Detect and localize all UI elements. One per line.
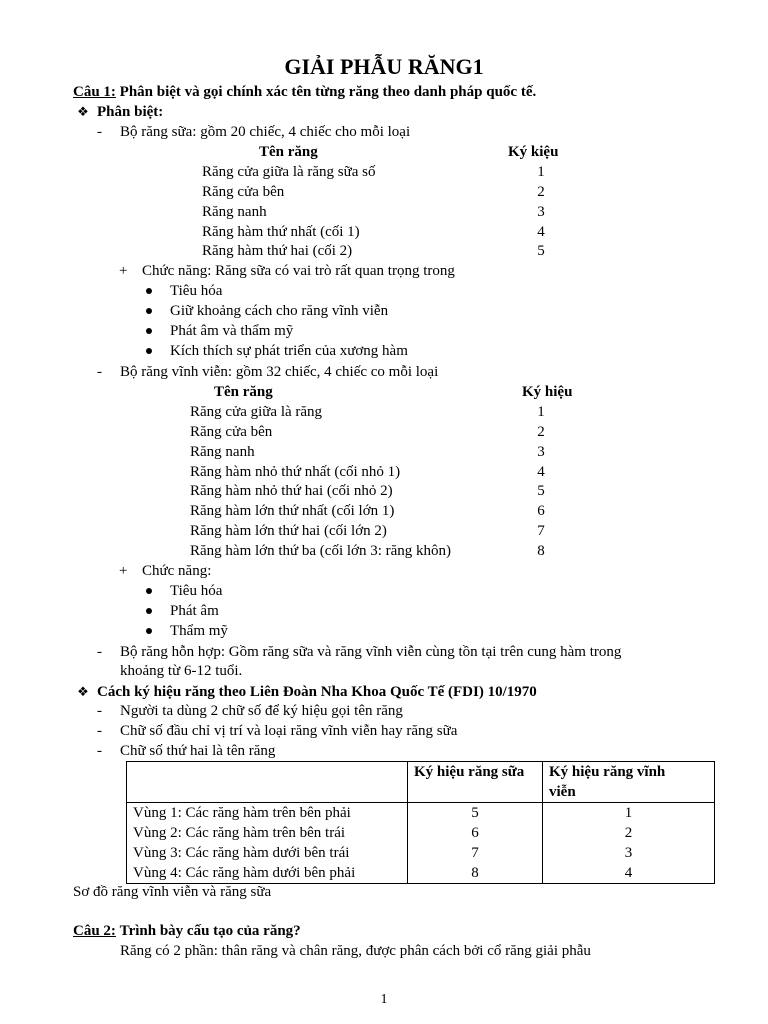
primary-intro: Bộ răng sữa: gồm 20 chiếc, 4 chiếc cho mỗi loại [120, 124, 411, 140]
diagram-note: Sơ đồ răng vĩnh viễn và răng sữa [73, 884, 272, 900]
dash-bullet: - [97, 723, 102, 739]
bullet-dot-icon [146, 588, 152, 594]
list-item: Răng hàm thứ hai (cối 2) [202, 243, 353, 259]
list-item: 2 [537, 184, 545, 200]
list-item: 5 [537, 243, 545, 259]
question-1 [73, 82, 536, 102]
list-item: Tiêu hóa [170, 283, 223, 299]
plus-bullet: + [119, 563, 128, 579]
dash-bullet: - [97, 743, 102, 759]
list-item: Răng hàm nhỏ thứ hai (cối nhỏ 2) [190, 483, 393, 499]
table-cell-primary: 6 [408, 823, 543, 843]
list-item: 2 [537, 424, 545, 440]
list-item: Răng hàm thứ nhất (cối 1) [202, 224, 360, 240]
list-item: 3 [537, 204, 545, 220]
page-number: 1 [380, 992, 388, 1007]
list-item: Chữ số đầu chỉ vị trí và loại răng vĩnh viễn hay răng sữa [120, 723, 458, 739]
primary-col-code: Ký kiệu [508, 144, 559, 160]
list-item: Người ta dùng 2 chữ số để ký hiệu gọi tên răng [120, 703, 403, 719]
table-header-permanent [543, 762, 715, 803]
dash-bullet: - [97, 703, 102, 719]
list-item: 4 [537, 464, 545, 480]
table-header-primary: Ký hiệu răng sữa [408, 762, 543, 803]
table-cell-permanent: 4 [543, 863, 715, 884]
list-item: 5 [537, 483, 545, 499]
list-item: 1 [537, 164, 545, 180]
list-item: 1 [537, 404, 545, 420]
list-item: Răng nanh [202, 204, 267, 220]
diamond-bullet-icon: ❖ [77, 684, 89, 699]
section-fdi: Cách ký hiệu răng theo Liên Đoàn Nha Khoa Quốc Tế (FDI) 10/1970 [97, 684, 537, 700]
plus-bullet: + [119, 263, 128, 279]
list-item: Răng hàm lớn thứ nhất (cối lớn 1) [190, 503, 395, 519]
list-item: Kích thích sự phát triển của xương hàm [170, 343, 408, 359]
list-item: 8 [537, 543, 545, 559]
mixed-line-1: Bộ răng hỗn hợp: Gồm răng sữa và răng vĩnh viễn cùng tồn tại trên cung hàm trong [120, 644, 622, 660]
list-item: 7 [537, 523, 545, 539]
table-cell-zone: Vùng 3: Các răng hàm dưới bên trái [127, 843, 408, 863]
list-item: Tiêu hóa [170, 583, 223, 599]
list-item: Răng cửa bên [202, 184, 285, 200]
list-item: Chữ số thứ hai là tên răng [120, 743, 276, 759]
list-item: Răng nanh [190, 444, 255, 460]
permanent-function: Chức năng: [142, 563, 212, 579]
dash-bullet: - [97, 644, 102, 660]
list-item: Răng cửa giữa là răng sữa số [202, 164, 376, 180]
table-header-empty [127, 762, 408, 803]
list-item: Răng cửa giữa là răng [190, 404, 323, 420]
document-title: GIẢI PHẪU RĂNG1 [284, 54, 484, 79]
section-distinguish: Phân biệt: [97, 104, 164, 120]
table-row [127, 863, 715, 884]
table-cell-zone: Vùng 4: Các răng hàm dưới bên phải [127, 863, 408, 884]
primary-col-name: Tên răng [259, 144, 318, 160]
list-item: Răng hàm nhỏ thứ nhất (cối nhỏ 1) [190, 464, 401, 480]
dash-bullet: - [97, 364, 102, 380]
permanent-col-name: Tên răng [214, 384, 273, 400]
table-cell-primary: 5 [408, 803, 543, 824]
list-item: Giữ khoảng cách cho răng vĩnh viễn [170, 303, 389, 319]
list-item: Răng cửa bên [190, 424, 273, 440]
bullet-dot-icon [146, 608, 152, 614]
table-cell-primary: 7 [408, 843, 543, 863]
list-item: Răng hàm lớn thứ ba (cối lớn 3: răng khôn) [190, 543, 452, 559]
table-cell-permanent: 3 [543, 843, 715, 863]
table-header-row [127, 762, 715, 803]
diamond-bullet-icon: ❖ [77, 104, 89, 119]
table-cell-permanent: 2 [543, 823, 715, 843]
question-1-text: Phân biệt và gọi chính xác tên từng răng theo danh pháp quốc tế. [119, 84, 537, 100]
list-item: Phát âm và thẩm mỹ [170, 323, 294, 339]
table-row [127, 843, 715, 863]
question-2-body: Răng có 2 phần: thân răng và chân răng, được phân cách bởi cổ răng giải phẫu [120, 943, 591, 959]
question-2-label: Câu 2: [73, 923, 116, 939]
table-cell-permanent: 1 [543, 803, 715, 824]
table-header-permanent-line1: Ký hiệu răng vĩnh [549, 764, 666, 780]
bullet-dot-icon [146, 628, 152, 634]
bullet-dot-icon [146, 308, 152, 314]
list-item: Thẩm mỹ [170, 623, 228, 639]
table-cell-zone: Vùng 2: Các răng hàm trên bên trái [127, 823, 408, 843]
fdi-table [126, 761, 715, 884]
list-item: 4 [537, 224, 545, 240]
table-row [127, 823, 715, 843]
bullet-dot-icon [146, 288, 152, 294]
list-item: Phát âm [170, 603, 219, 619]
bullet-dot-icon [146, 328, 152, 334]
question-2-text: Trình bày cấu tạo của răng? [119, 923, 301, 939]
table-row [127, 803, 715, 824]
list-item: 3 [537, 444, 545, 460]
dash-bullet: - [97, 124, 102, 140]
permanent-col-code: Ký hiệu [522, 384, 573, 400]
question-1-label: Câu 1: [73, 84, 116, 100]
mixed-line-2: khoảng từ 6-12 tuổi. [120, 663, 243, 679]
permanent-intro: Bộ răng vĩnh viễn: gồm 32 chiếc, 4 chiếc co mỗi loại [120, 364, 439, 380]
primary-function: Chức năng: Răng sữa có vai trò rất quan trọng trong [142, 263, 455, 279]
table-cell-primary: 8 [408, 863, 543, 884]
list-item: 6 [537, 503, 545, 519]
bullet-dot-icon [146, 348, 152, 354]
table-cell-zone: Vùng 1: Các răng hàm trên bên phải [127, 803, 408, 824]
question-2 [73, 921, 301, 941]
list-item: Răng hàm lớn thứ hai (cối lớn 2) [190, 523, 387, 539]
table-header-permanent-line2: viễn [549, 784, 576, 800]
